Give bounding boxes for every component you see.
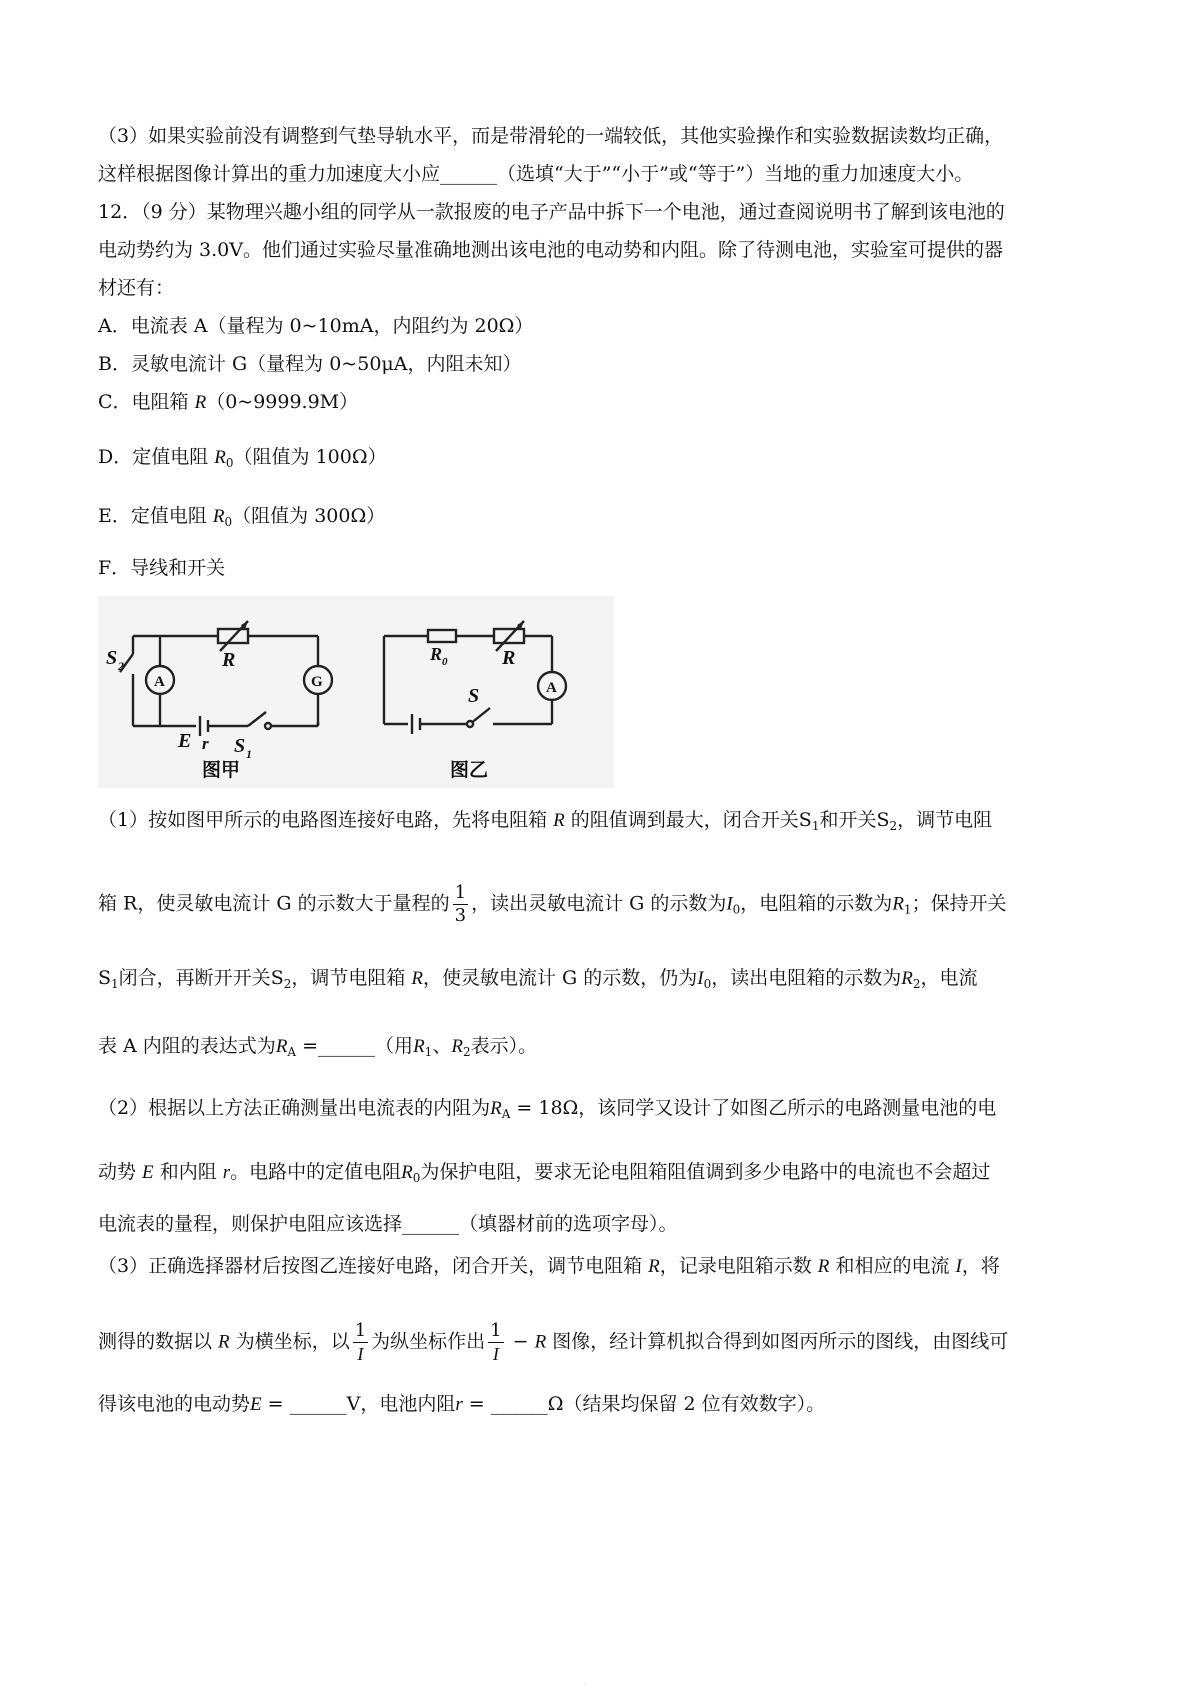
- part3-line2: [98, 1320, 1118, 1365]
- fraction-one-over-i: [353, 1320, 368, 1365]
- text: 图像，经计算机拟合得到如图丙所示的图线，由图线可: [546, 1330, 1009, 1353]
- fraction-one-third: [453, 882, 468, 927]
- denominator: 3: [454, 905, 467, 926]
- option-b: B．灵敏电流计 G（量程为 0~50μA，内阻未知）: [98, 353, 522, 375]
- symbol-s: S: [876, 809, 890, 831]
- galvanometer-g: G: [311, 674, 323, 690]
- option-e-value: （阻值为 300Ω）: [232, 505, 386, 527]
- subscript-0: 0: [224, 515, 233, 529]
- text: ；保持开关: [911, 892, 1007, 915]
- text: 为纵坐标作出: [371, 1330, 486, 1353]
- label-r-internal: r: [202, 734, 209, 753]
- subscript-2: 2: [889, 819, 898, 833]
- subscript-a: A: [287, 1045, 297, 1059]
- symbol-s: S: [798, 809, 812, 831]
- text: ，调节电阻箱: [291, 967, 412, 989]
- symbol-r: R: [534, 1331, 547, 1353]
- circuit-figures: [98, 596, 614, 788]
- subscript-2: 2: [912, 977, 921, 991]
- text: 得该电池的电动势: [98, 1393, 251, 1415]
- symbol-s: S: [270, 967, 284, 989]
- circuit-diagrams-svg: [98, 596, 614, 788]
- symbol-ra: R: [275, 1036, 288, 1057]
- symbol-r: R: [411, 968, 424, 989]
- label-r0-sub: 0: [442, 656, 448, 668]
- text: 为保护电阻，要求无论电阻箱阻值调到多少电路中的电流也不会超过: [420, 1161, 991, 1183]
- text: 闭合，再断开开关: [118, 967, 271, 989]
- symbol-i0: I: [726, 893, 733, 915]
- label-s2: S: [106, 647, 118, 669]
- symbol-r1: R: [892, 893, 904, 915]
- q12-intro-line3: 材还有：: [98, 277, 175, 299]
- part2-line2: [98, 1158, 1118, 1187]
- answer-blank: = ______V，电池内阻: [261, 1393, 456, 1415]
- symbol-r: R: [194, 392, 207, 413]
- symbol-r0: R: [401, 1162, 413, 1183]
- q11-part3-line1: （3）如果实验前没有调整到气垫导轨水平，而是带滑轮的一端较低，其他实验操作和实验数据读数均正确，: [98, 125, 1004, 147]
- text: 箱 R，使灵敏电流计 G 的示数大于量程的: [98, 892, 450, 915]
- symbol-r2: R: [451, 1036, 463, 1057]
- fraction-one-over-i: [488, 1320, 503, 1365]
- text: 为横坐标，以: [229, 1330, 350, 1353]
- label-s1-sub: 1: [246, 747, 252, 761]
- subscript-2: 2: [283, 977, 292, 991]
- option-e: [98, 502, 1118, 531]
- q12-intro-line2: 电动势约为 3.0V。他们通过实验尽量准确地测出该电池的电动势和内阻。除了待测电池，实验室可提供的器: [98, 239, 1003, 261]
- symbol-r: R: [553, 810, 565, 831]
- text: ，调节电阻: [897, 809, 993, 831]
- label-s1: S: [234, 735, 246, 757]
- text: 和开关: [819, 809, 877, 831]
- label-r-left: R: [222, 649, 236, 671]
- label-e: E: [178, 730, 192, 752]
- symbol-r: R: [817, 1256, 830, 1277]
- symbol-r0: R: [212, 506, 225, 527]
- q12-intro-line1: 12．（9 分）某物理兴趣小组的同学从一款报废的电子产品中拆下一个电池，通过查阅说明书了解到该电池的: [98, 201, 1005, 223]
- text: = 18Ω，该同学又设计了如图乙所示的电路测量电池的电: [510, 1097, 997, 1119]
- part1-line4: [98, 1032, 1118, 1061]
- text: ，读出电阻箱的示数为: [711, 967, 902, 989]
- text: 测得的数据以: [98, 1330, 219, 1353]
- q11-part3-line2: 这样根据图像计算出的重力加速度大小应______（选填“大于”“小于”或“等于”）当地的重力加速度大小。: [98, 163, 974, 185]
- text: −: [506, 1330, 535, 1353]
- symbol-e: E: [250, 1394, 262, 1415]
- answer-blank: = ______Ω（结果均保留 2 位有效数字）。: [462, 1393, 826, 1415]
- text: 表示）。: [470, 1035, 538, 1057]
- text: ，将: [961, 1255, 1000, 1277]
- subscript-0: 0: [412, 1171, 421, 1185]
- subscript-a: A: [501, 1107, 511, 1121]
- symbol-r: R: [648, 1256, 660, 1277]
- label-s-right: S: [468, 685, 480, 707]
- symbol-r1: R: [413, 1036, 425, 1057]
- text: ，电流: [920, 967, 978, 989]
- numerator: 1: [490, 1320, 502, 1341]
- text: 和内阻: [153, 1161, 223, 1183]
- text: 动势: [98, 1161, 143, 1183]
- part3-line3: [98, 1390, 1118, 1419]
- subscript-0: 0: [225, 456, 234, 470]
- label-s2-sub: 2: [118, 659, 124, 673]
- part2-line3: 电流表的量程，则保护电阻应该选择______（填器材前的选项字母）。: [98, 1213, 678, 1235]
- part1-line3: [98, 964, 1118, 993]
- subscript-0: 0: [732, 902, 741, 917]
- part1-line2: [98, 882, 1118, 927]
- caption-figure-a: 图甲: [202, 759, 241, 781]
- symbol-s: S: [98, 967, 112, 989]
- subscript-1: 1: [903, 902, 912, 917]
- subscript-0: 0: [703, 977, 712, 991]
- option-c: [98, 388, 1118, 417]
- ammeter-a-right: A: [546, 680, 557, 696]
- option-e-text: E．定值电阻: [98, 505, 213, 527]
- subscript-2: 2: [462, 1045, 471, 1059]
- text: ，使灵敏电流计 G 的示数，仍为: [423, 967, 698, 989]
- text: 的阻值调到最大，闭合开关: [564, 809, 799, 831]
- label-r0: R: [430, 644, 443, 664]
- answer-blank: =______（用: [296, 1035, 414, 1057]
- symbol-r: R: [218, 1331, 230, 1353]
- text: （3）正确选择器材后按图乙连接好电路，闭合开关，调节电阻箱: [98, 1255, 649, 1277]
- part1-line1: [98, 806, 1118, 835]
- footer-mark: ·: [584, 1680, 587, 1689]
- symbol-e: E: [142, 1162, 154, 1183]
- subscript-1: 1: [111, 977, 119, 991]
- subscript-1: 1: [424, 1045, 433, 1059]
- denominator: I: [492, 1344, 499, 1364]
- part2-line1: [98, 1094, 1118, 1123]
- option-a: A．电流表 A（量程为 0~10mA，内阻约为 20Ω）: [98, 315, 534, 337]
- denominator: I: [357, 1344, 364, 1364]
- text: （2）根据以上方法正确测量出电流表的内阻为: [98, 1097, 491, 1119]
- text: 和相应的电流: [829, 1255, 956, 1277]
- ammeter-a-left: A: [154, 674, 165, 690]
- option-d-text: D．定值电阻: [98, 446, 215, 468]
- symbol-r-internal: r: [455, 1394, 463, 1415]
- symbol-i0: I: [697, 968, 704, 989]
- part3-line1: [98, 1252, 1118, 1281]
- text: ，电阻箱的示数为: [740, 892, 893, 915]
- text: 表 A 内阻的表达式为: [98, 1035, 276, 1057]
- option-d-value: （阻值为 100Ω）: [233, 446, 387, 468]
- numerator: 1: [354, 1320, 367, 1341]
- label-r-right: R: [502, 647, 516, 669]
- symbol-i: I: [955, 1256, 962, 1277]
- text: （1）按如图甲所示的电路图连接好电路，先将电阻箱: [98, 809, 554, 831]
- option-c-text: C．电阻箱: [98, 391, 195, 413]
- text: ，读出灵敏电流计 G 的示数为: [471, 892, 727, 915]
- text: 、: [432, 1035, 452, 1057]
- text: 。电路中的定值电阻: [230, 1161, 402, 1183]
- symbol-ra: R: [490, 1098, 502, 1119]
- text: ，记录电阻箱示数: [659, 1255, 818, 1277]
- symbol-r-internal: r: [222, 1162, 231, 1183]
- numerator: 1: [454, 882, 467, 903]
- option-f: F．导线和开关: [98, 557, 226, 579]
- option-d: [98, 443, 1118, 472]
- symbol-r2: R: [901, 968, 913, 989]
- symbol-r0: R: [214, 447, 226, 468]
- caption-figure-b: 图乙: [450, 759, 489, 781]
- option-c-range: （0~9999.9M）: [206, 391, 359, 413]
- subscript-1: 1: [811, 819, 820, 833]
